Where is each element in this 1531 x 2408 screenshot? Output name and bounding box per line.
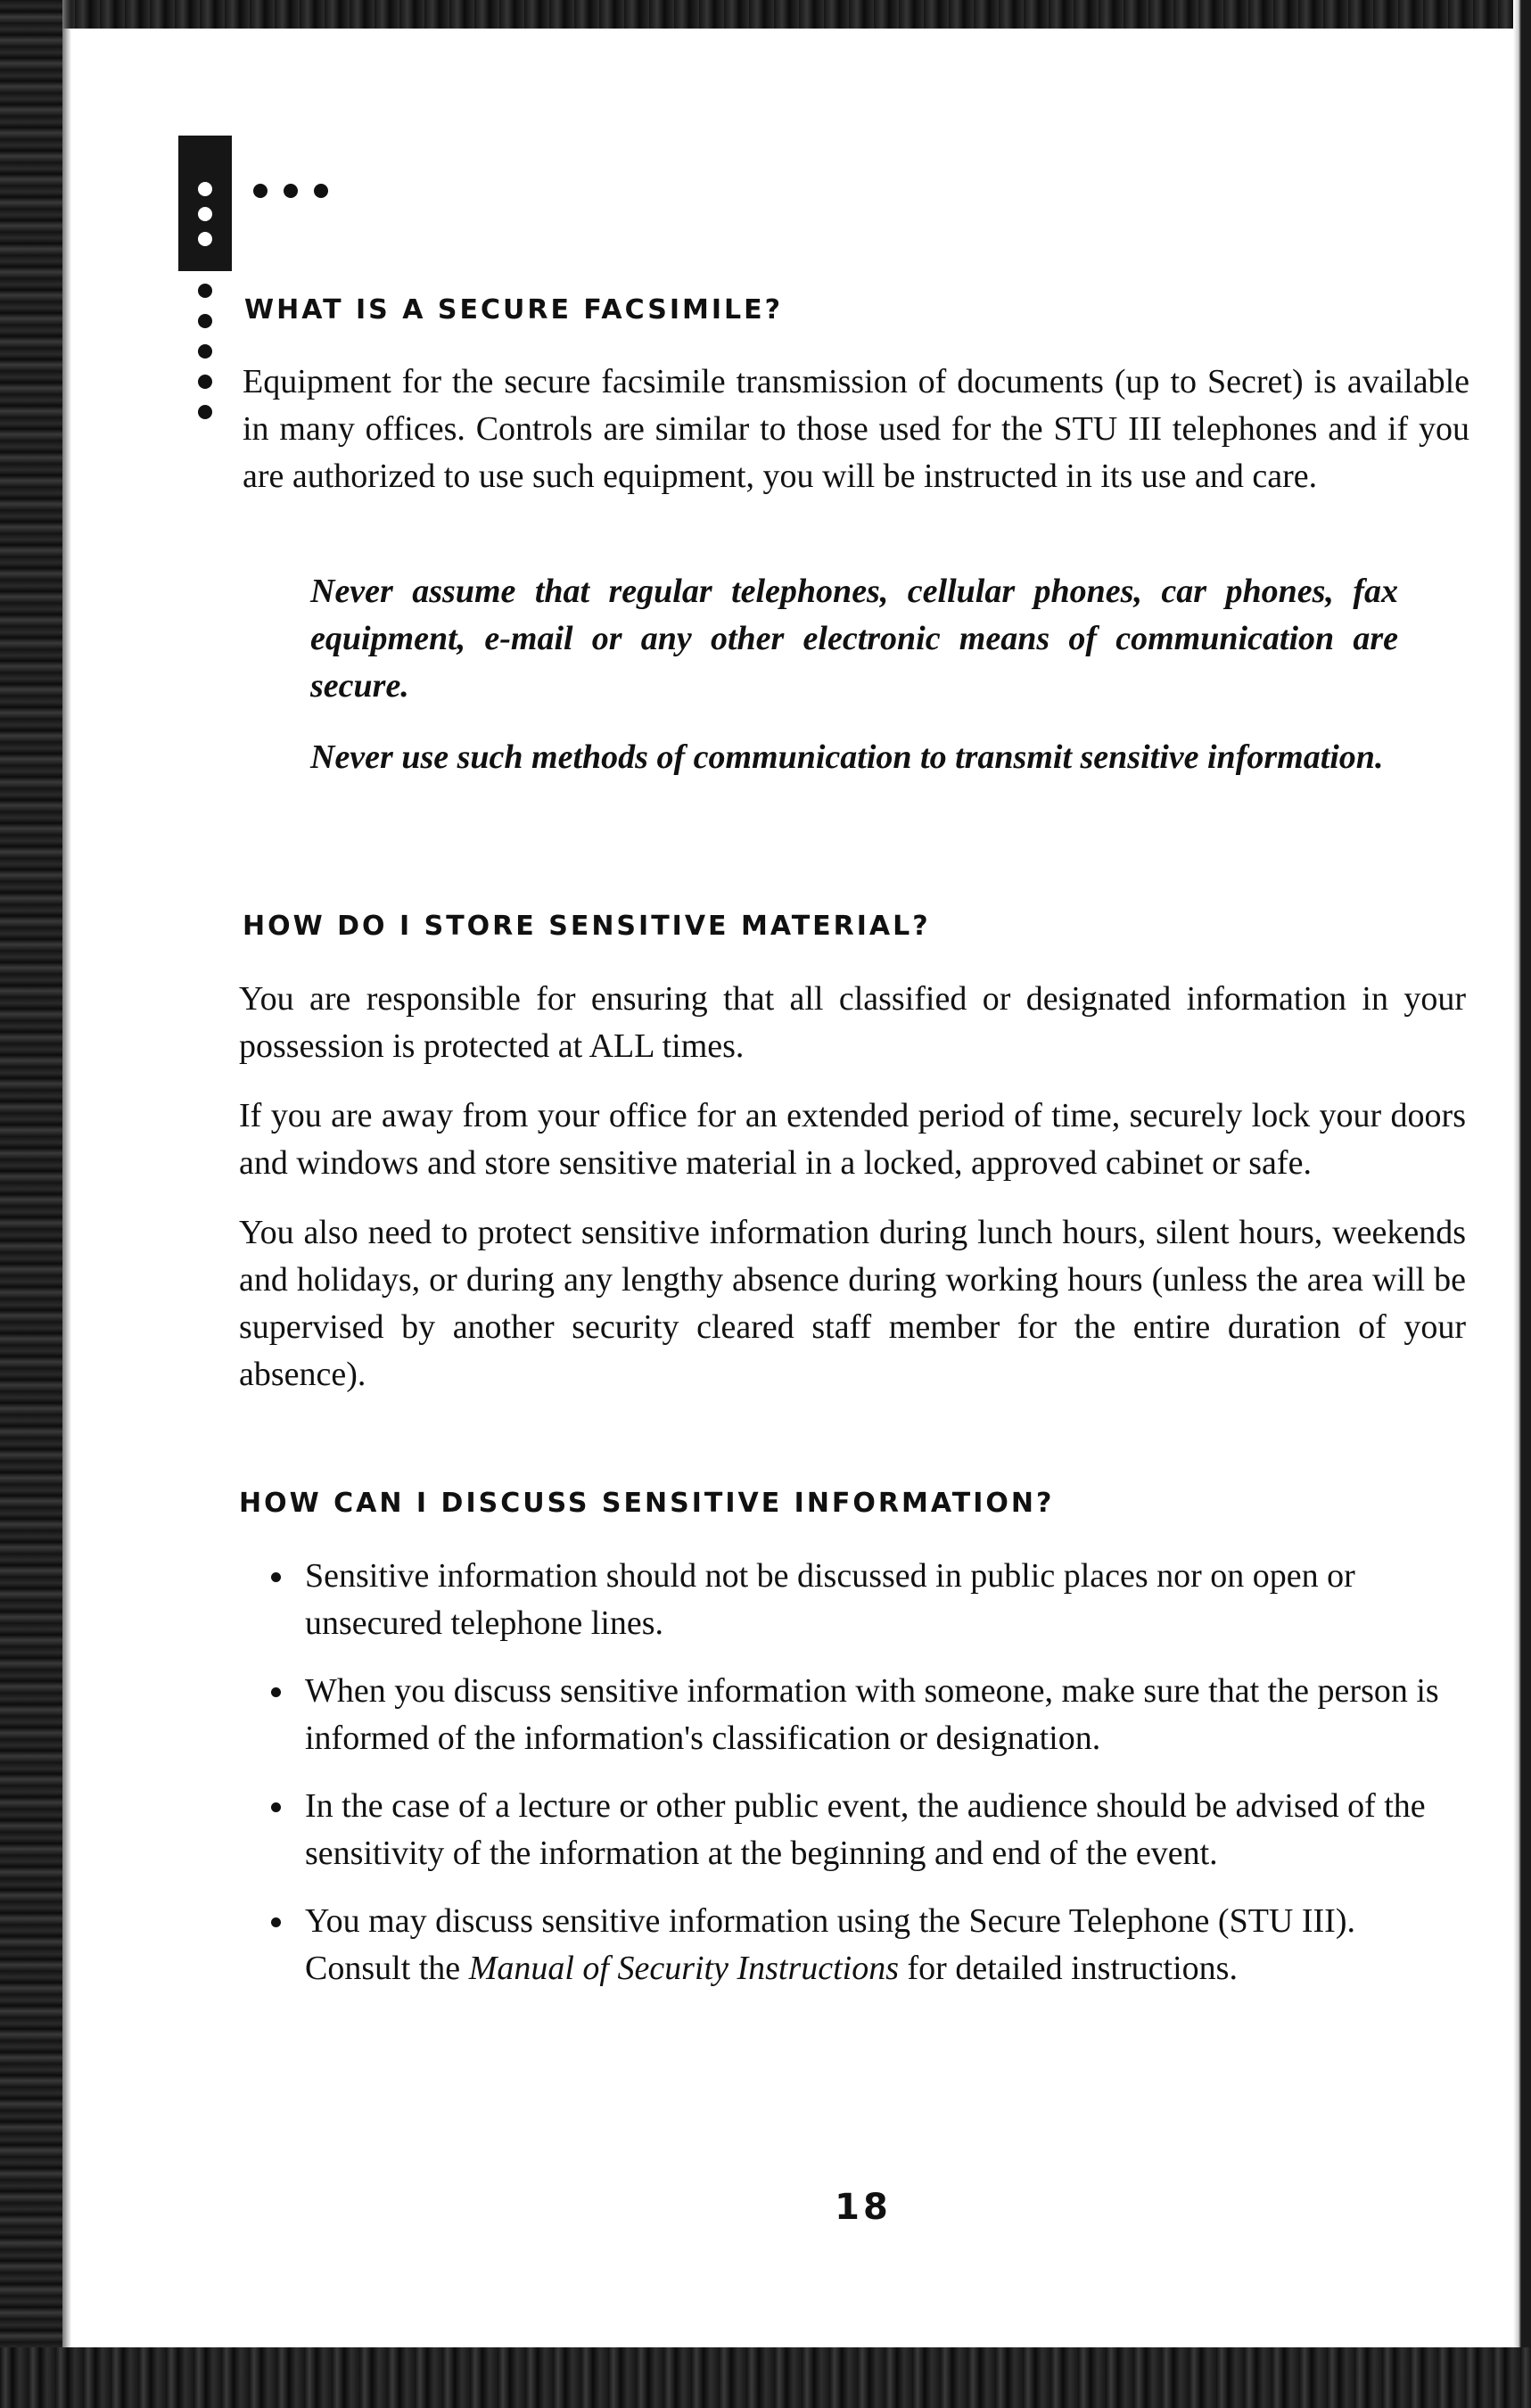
bullet-dot-icon [271, 1802, 281, 1812]
bullet-text: You may discuss sensitive information using the Secure Telephone (STU III). Consult the [305, 1902, 1355, 1987]
corner-ornament-block [178, 136, 232, 271]
bullet-dot-icon [271, 1917, 281, 1927]
ornament-dot [198, 182, 212, 196]
warning-note-do-not-transmit: Never use such methods of communication to transmit sensitive information. [310, 738, 1384, 776]
bullet-text: In the case of a lecture or other public event, the audience should be advised of the sensitivity of the information at the beginning and end of the event. [305, 1787, 1426, 1872]
ornament-dot [198, 405, 212, 419]
ornament-dot [314, 184, 328, 198]
section-heading-discuss-information: HOW CAN I DISCUSS SENSITIVE INFORMATION? [239, 1488, 1055, 1519]
bullet-item [305, 1898, 1464, 1992]
ornament-dot [198, 314, 212, 328]
paragraph-protect-during-absence: You also need to protect sensitive information during lunch hours, silent hours, weekends and holidays, or during any lengthy absence during working hours (unless the area will be supervised by another security cleared staff member for the entire duration of your absence). [239, 1214, 1466, 1393]
section-heading-secure-facsimile: WHAT IS A SECURE FACSIMILE? [244, 294, 784, 326]
paragraph-secure-facsimile: Equipment for the secure facsimile transmission of documents (up to Secret) is available in many offices. Controls are similar to those used for the STU III telephones and if you are authorized to use such equipment, you will be instructed in its use and care. [243, 363, 1469, 495]
bullet-item [305, 1668, 1464, 1762]
ornament-dot [253, 184, 268, 198]
ornament-dot [198, 375, 212, 389]
bullet-dot-icon [271, 1572, 281, 1582]
section-heading-store-material: HOW DO I STORE SENSITIVE MATERIAL? [243, 911, 931, 942]
page-number: 18 [835, 2187, 892, 2228]
ornament-dot [198, 232, 212, 246]
bullet-item [305, 1553, 1464, 1647]
ornament-dot [198, 344, 212, 359]
warning-note-insecure-means: Never assume that regular telephones, cellular phones, car phones, fax equipment, e-mail or any other electronic means of communication are secure. [310, 573, 1398, 705]
bullet-text: for detailed instructions. [899, 1950, 1238, 1987]
bullet-text: When you discuss sensitive information with someone, make sure that the person is informed of the information's classification or designation. [305, 1672, 1439, 1757]
paragraph-responsibility: You are responsible for ensuring that all classified or designated information in your possession is protected at ALL times. [239, 980, 1466, 1065]
scan-edge-top [0, 0, 1531, 29]
scan-edge-left [0, 0, 62, 2408]
ornament-dot [284, 184, 298, 198]
manual-title: Manual of Security Instructions [468, 1950, 900, 1987]
ornament-dot [198, 207, 212, 221]
scan-edge-bottom [0, 2347, 1531, 2408]
paragraph-away-from-office: If you are away from your office for an extended period of time, securely lock your doors and windows and store sensitive material in a locked, approved cabinet or safe. [239, 1097, 1466, 1182]
scan-edge-right [1513, 0, 1531, 2408]
bullet-text: Sensitive information should not be discussed in public places nor on open or unsecured telephone lines. [305, 1557, 1355, 1642]
ornament-dot [198, 284, 212, 298]
bullet-item [305, 1783, 1464, 1877]
bullet-dot-icon [271, 1687, 281, 1697]
